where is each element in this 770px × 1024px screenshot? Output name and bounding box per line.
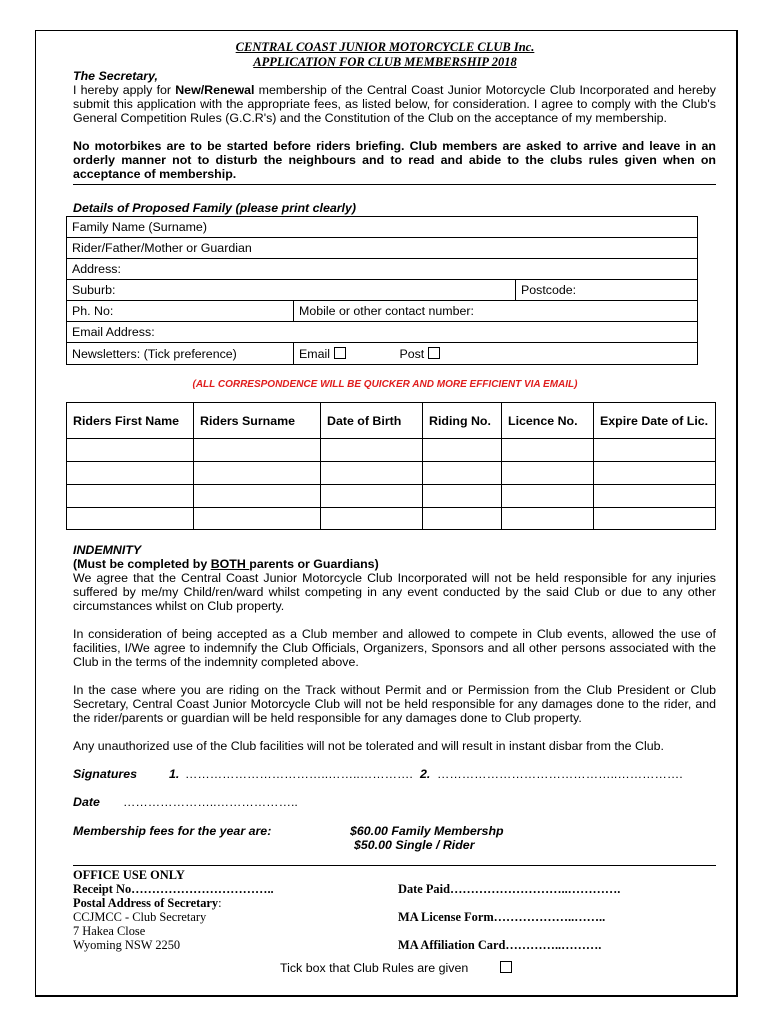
- indemnity-sub-b: parents or Guardians): [249, 557, 379, 571]
- bold-notice: No motorbikes are to be started before riders briefing. Club members are asked to arrive and leave in an orderly manner not to disturb the neighbours and to read and abide to the clubs rules given when on acceptance of membership.: [73, 139, 716, 181]
- table-cell[interactable]: [594, 485, 716, 508]
- signature-1-line[interactable]: ……………………………..……..………….: [185, 767, 413, 781]
- family-heading: Details of Proposed Family (please print clearly): [73, 201, 357, 215]
- table-cell[interactable]: [594, 508, 716, 530]
- table-cell[interactable]: [502, 508, 594, 530]
- signature-2-number: 2.: [420, 767, 431, 781]
- table-cell[interactable]: [594, 439, 716, 462]
- table-cell[interactable]: [194, 508, 321, 530]
- col-licence-no: Licence No.: [502, 403, 594, 439]
- table-cell[interactable]: [194, 462, 321, 485]
- intro-paragraph: [73, 83, 716, 125]
- club-rules-label: Tick box that Club Rules are given: [280, 961, 469, 975]
- table-cell[interactable]: [321, 439, 423, 462]
- address-field[interactable]: Address:: [67, 259, 698, 280]
- table-cell[interactable]: [502, 485, 594, 508]
- postal-address-label: Postal Address of Secretary: [73, 896, 219, 910]
- indemnity-paragraph-2: In consideration of being accepted as a Club member and allowed to compete in Club events, allowed the use of facilities, I/We agree to indemnify the Club Officials, Organizers, Sponsors and all other persons associated with the Club in the terms of the indemnity completed above.: [73, 627, 716, 669]
- signature-2-line[interactable]: ……………………………………..…………….: [437, 767, 683, 781]
- table-cell[interactable]: [194, 485, 321, 508]
- table-cell[interactable]: [67, 439, 194, 462]
- intro-text-a: I hereby apply for: [73, 83, 176, 97]
- indemnity-subtitle: [73, 557, 379, 571]
- email-notice: (ALL CORRESPONDENCE WILL BE QUICKER AND MORE EFFICIENT VIA EMAIL): [192, 379, 578, 390]
- table-cell[interactable]: [321, 485, 423, 508]
- email-checkbox[interactable]: [334, 347, 346, 359]
- newsletter-options: [294, 343, 698, 365]
- receipt-no[interactable]: Receipt No……………………………..: [73, 882, 274, 896]
- indemnity-paragraph-3: In the case where you are riding on the Track without Permit and or Permission from the Club President or Club Secretary, Central Coast Junior Motorcycle Club will not be held responsible for any damages done to the rider, and the rider/parents or guardian will be held responsible for any damages done to Club property.: [73, 683, 716, 725]
- divider: [73, 865, 716, 866]
- ma-affiliation-card[interactable]: MA Affiliation Card…………..……….: [398, 938, 602, 952]
- new-renewal-label: New/Renewal: [175, 83, 255, 97]
- secretary-address-3: Wyoming NSW 2250: [73, 938, 181, 952]
- table-cell[interactable]: [67, 508, 194, 530]
- indemnity-paragraph-4: Any unauthorized use of the Club facilities will not be tolerated and will result in instant disbar from the Club.: [73, 739, 664, 753]
- postal-address-heading: [73, 896, 222, 911]
- table-cell[interactable]: [594, 462, 716, 485]
- table-cell[interactable]: [321, 508, 423, 530]
- col-surname: Riders Surname: [194, 403, 321, 439]
- post-checkbox[interactable]: [428, 347, 440, 359]
- indemnity-sub-a: (Must be completed by: [73, 557, 211, 571]
- signatures-label: Signatures: [73, 767, 138, 781]
- date-label: Date: [73, 795, 100, 809]
- table-row: [67, 485, 716, 508]
- family-details-table: [66, 216, 698, 365]
- table-cell[interactable]: [423, 485, 502, 508]
- table-cell[interactable]: [67, 462, 194, 485]
- fee-family: $60.00 Family Membershp: [350, 824, 504, 838]
- indemnity-paragraph-1: We agree that the Central Coast Junior Motorcycle Club Incorporated will not be held responsible for any injuries suffered by me/my Child/ren/ward whilst competing in any event conducted by the said Club or due to any other circumstances whilst on Club property.: [73, 571, 716, 613]
- table-cell[interactable]: [502, 462, 594, 485]
- email-field[interactable]: Email Address:: [67, 322, 698, 343]
- secretary-address-1: CCJMCC - Club Secretary: [73, 910, 207, 924]
- salutation: The Secretary,: [73, 69, 158, 83]
- date-line[interactable]: …………………..………………..: [123, 795, 298, 809]
- secretary-address-2: 7 Hakea Close: [73, 924, 146, 938]
- table-cell[interactable]: [502, 439, 594, 462]
- fee-single: $50.00 Single / Rider: [354, 838, 475, 852]
- table-cell[interactable]: [423, 462, 502, 485]
- riders-table: [66, 402, 716, 530]
- newsletters-label: Newsletters: (Tick preference): [67, 343, 294, 365]
- family-name-field[interactable]: Family Name (Surname): [67, 217, 698, 238]
- intro-text-b: membership of the Central Coast Junior Motorcycle Club Incorporated and hereby submit this application with the appropriate fees, as listed below, for consideration. I agree to comply with the Club's General Competition Rules (G.C.R's) and the Constitution of the Club on the acceptance of my membership.: [73, 83, 716, 125]
- signature-1-number: 1.: [169, 767, 180, 781]
- fees-label: Membership fees for the year are:: [73, 824, 272, 838]
- table-cell[interactable]: [423, 439, 502, 462]
- phone-field[interactable]: Ph. No:: [67, 301, 294, 322]
- ma-license-form[interactable]: MA License Form………………..……..: [398, 910, 606, 924]
- date-paid[interactable]: Date Paid………………………..………….: [398, 882, 621, 896]
- table-cell[interactable]: [67, 485, 194, 508]
- table-row: [67, 508, 716, 530]
- form-title: CENTRAL COAST JUNIOR MOTORCYCLE CLUB Inc.: [235, 40, 535, 54]
- col-riding-no: Riding No.: [423, 403, 502, 439]
- table-row: [67, 462, 716, 485]
- club-rules-checkbox[interactable]: [500, 961, 512, 973]
- suburb-field[interactable]: Suburb:: [67, 280, 516, 301]
- table-cell[interactable]: [321, 462, 423, 485]
- form-subtitle: APPLICATION FOR CLUB MEMBERSHIP 2018: [253, 55, 517, 69]
- col-dob: Date of Birth: [321, 403, 423, 439]
- divider: [73, 184, 716, 185]
- both-label: BOTH: [210, 557, 250, 571]
- email-option-label: Email: [299, 346, 330, 361]
- guardian-field[interactable]: Rider/Father/Mother or Guardian: [67, 238, 698, 259]
- post-option-label: Post: [399, 346, 425, 361]
- office-use-title: OFFICE USE ONLY: [73, 868, 185, 882]
- col-first-name: Riders First Name: [67, 403, 194, 439]
- table-cell[interactable]: [194, 439, 321, 462]
- mobile-field[interactable]: Mobile or other contact number:: [294, 301, 698, 322]
- postcode-field[interactable]: Postcode:: [516, 280, 698, 301]
- postal-address-colon: :: [218, 896, 222, 910]
- indemnity-title: INDEMNITY: [73, 543, 142, 557]
- table-cell[interactable]: [423, 508, 502, 530]
- table-row: [67, 439, 716, 462]
- col-expire-date: Expire Date of Lic.: [594, 403, 716, 439]
